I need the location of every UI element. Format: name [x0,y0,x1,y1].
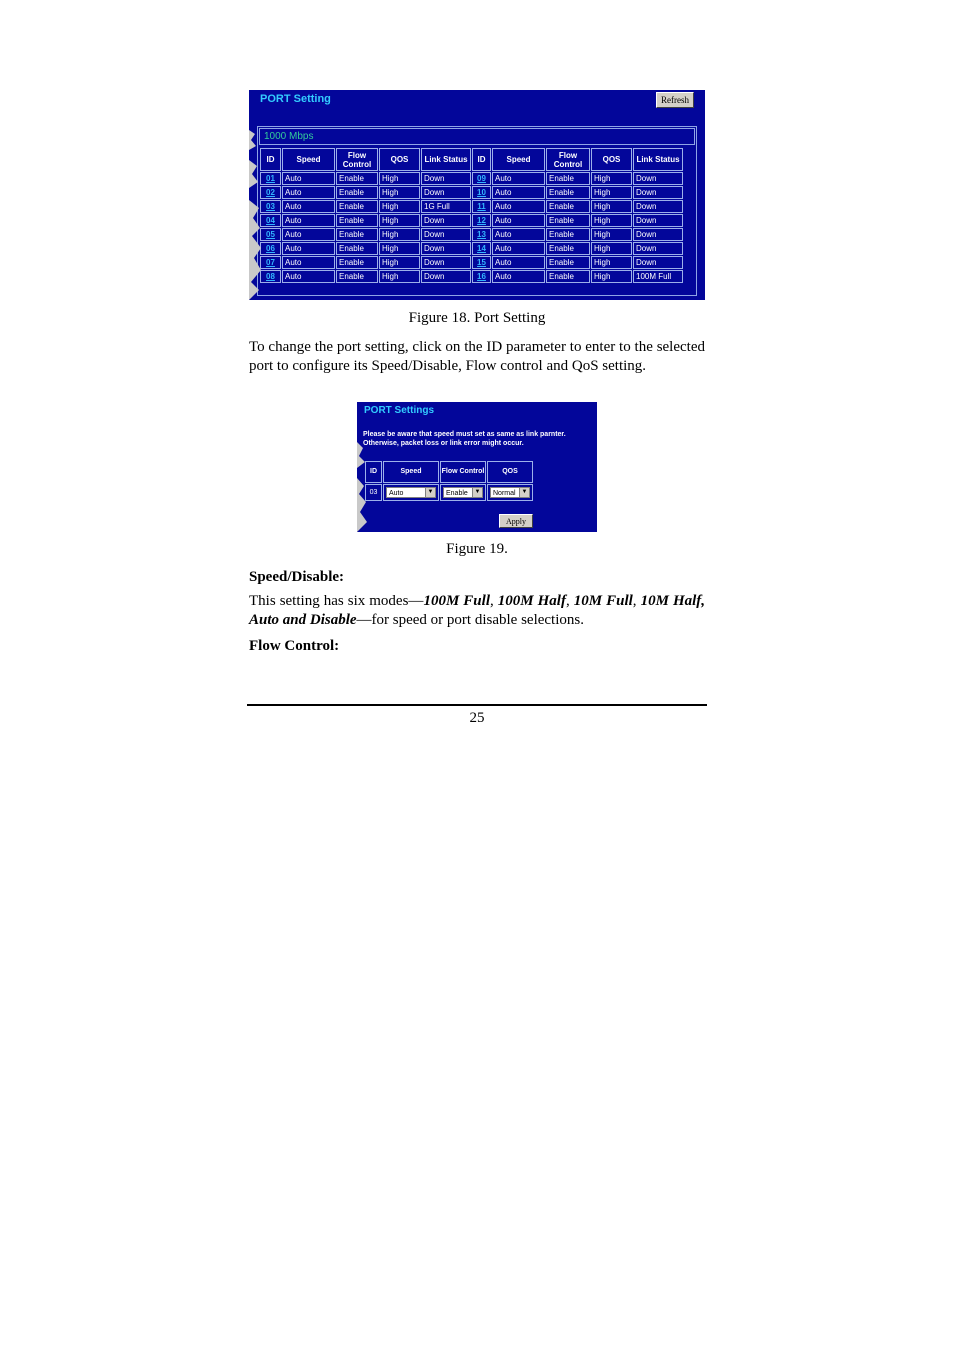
qos-cell: High [379,214,420,227]
flow-control-cell: Enable [546,214,590,227]
port-settings-title: PORT Settings [364,405,435,416]
table-row [260,242,683,255]
link-status-cell: Down [633,256,683,269]
footer-divider [247,704,707,706]
port-id-link[interactable]: 03 [260,200,281,213]
port-id-link[interactable]: 06 [260,242,281,255]
separator: , [565,593,574,609]
qos-cell [487,484,533,501]
qos-cell: High [379,200,420,213]
flow-control-cell: Enable [546,270,590,283]
flow-control-cell: Enable [546,186,590,199]
col-header-flow-control: Flow Control [440,461,486,483]
link-status-cell: Down [421,172,471,185]
chevron-down-icon: ▼ [425,488,435,497]
qos-cell: High [591,200,632,213]
speed-text-outro: —for speed or port disable selections. [356,612,584,628]
speed-modes-paragraph [249,592,705,630]
port-id-link[interactable]: 02 [260,186,281,199]
col-header-flow-control: Flow Control [336,148,378,171]
figure-19-caption: Figure 19. [446,541,508,557]
apply-button[interactable]: Apply [499,514,533,528]
chevron-down-icon: ▼ [519,488,529,497]
qos-cell: High [591,256,632,269]
flow-control-cell: Enable [336,270,378,283]
speed-cell: Auto [492,242,545,255]
speed-cell: Auto [492,270,545,283]
separator: , [632,593,641,609]
link-status-cell: Down [633,242,683,255]
port-id-link[interactable]: 14 [472,242,491,255]
qos-cell: High [591,214,632,227]
speed-cell: Auto [282,228,335,241]
link-status-cell: 1G Full [421,200,471,213]
link-status-cell: Down [421,256,471,269]
speed-cell: Auto [282,200,335,213]
table-row [260,270,683,283]
torn-edge-decoration [249,90,261,300]
speed-cell: Auto [492,228,545,241]
link-status-cell: Down [633,228,683,241]
speed-cell [383,484,439,501]
chevron-down-icon: ▼ [472,488,482,497]
table-row [260,214,683,227]
port-id-link[interactable]: 11 [472,200,491,213]
flow-control-cell: Enable [546,228,590,241]
intro-paragraph: To change the port setting, click on the ID parameter to enter to the selected port to configure its Speed/Disable, Flow control and QoS setting. [249,339,705,374]
port-id-link[interactable]: 04 [260,214,281,227]
qos-cell: High [379,186,420,199]
port-id-link[interactable]: 08 [260,270,281,283]
speed-cell: Auto [492,200,545,213]
speed-text-intro: This setting has six modes— [249,593,424,609]
link-status-cell: Down [633,200,683,213]
qos-cell: High [591,242,632,255]
speed-cell: Auto [492,214,545,227]
speed-select-value: Auto [389,490,404,497]
flow-control-heading: Flow Control: [249,638,340,654]
qos-cell: High [591,186,632,199]
col-header-qos: QOS [591,148,632,171]
port-id-link[interactable]: 13 [472,228,491,241]
col-header-qos: QOS [487,461,533,483]
port-settings-figure [357,402,597,532]
mode-10m-half-auto-disable: 10M Half, Auto and Disable [249,593,706,628]
speed-cell: Auto [492,256,545,269]
flow-control-cell: Enable [336,228,378,241]
port-id-link[interactable]: 10 [472,186,491,199]
speed-cell: Auto [282,186,335,199]
link-status-cell: Down [633,186,683,199]
speed-cell: Auto [492,172,545,185]
speed-cell: Auto [282,214,335,227]
link-status-cell: Down [421,228,471,241]
port-id-link[interactable]: 05 [260,228,281,241]
port-setting-figure [249,90,705,300]
port-setting-title: PORT Setting [260,93,331,105]
link-status-cell: Down [633,214,683,227]
link-status-cell: Down [421,186,471,199]
link-status-cell: 100M Full [633,270,683,283]
link-status-cell: Down [421,214,471,227]
qos-cell: High [379,256,420,269]
col-header-id: ID [365,461,382,483]
flow-control-cell: Enable [336,242,378,255]
warning-line-2: Otherwise, packet loss or link error might occur. [363,440,524,447]
link-status-cell: Down [421,270,471,283]
port-id-link[interactable]: 12 [472,214,491,227]
table-row [260,256,683,269]
qos-cell: High [379,172,420,185]
flow-control-select-value: Enable [446,490,468,497]
col-header-speed: Speed [383,461,439,483]
flow-control-cell: Enable [336,172,378,185]
separator: , [489,593,498,609]
torn-edge-decoration [357,402,367,532]
qos-cell: High [591,228,632,241]
port-id-link[interactable]: 16 [472,270,491,283]
col-header-link-status: Link Status [421,148,471,171]
speed-cell: Auto [282,270,335,283]
speed-select[interactable] [386,487,436,498]
port-status-table [259,147,684,284]
qos-cell: High [591,270,632,283]
flow-control-cell: Enable [546,242,590,255]
figure-18-caption: Figure 18. Port Setting [408,310,546,326]
mode-100m-full: 100M Full [423,593,490,609]
col-header-link-status: Link Status [633,148,683,171]
link-status-cell: Down [633,172,683,185]
col-header-speed: Speed [492,148,545,171]
port-id-link[interactable]: 09 [472,172,491,185]
port-settings-table [364,460,534,502]
flow-control-select[interactable] [443,487,483,498]
warning-line-1: Please be aware that speed must set as same as link parnter. [363,431,566,438]
table-header-row [365,461,533,483]
page-number: 25 [469,710,485,726]
speed-disable-heading: Speed/Disable: [249,569,345,585]
mode-10m-full: 10M Full [573,593,633,609]
col-header-flow-control: Flow Control [546,148,590,171]
flow-control-cell: Enable [336,186,378,199]
port-id-cell: 03 [365,484,382,501]
flow-control-cell: Enable [336,214,378,227]
section-label-1000mbps: 1000 Mbps [259,128,695,145]
speed-cell: Auto [282,242,335,255]
flow-control-cell: Enable [546,256,590,269]
refresh-button[interactable]: Refresh [656,92,694,108]
qos-select[interactable] [490,487,530,498]
flow-control-cell: Enable [336,256,378,269]
speed-cell: Auto [492,186,545,199]
flow-control-cell: Enable [546,172,590,185]
speed-warning-text [363,430,595,448]
port-id-link[interactable]: 15 [472,256,491,269]
col-header-qos: QOS [379,148,420,171]
table-row [260,172,683,185]
qos-cell: High [379,270,420,283]
qos-select-value: Normal [493,490,516,497]
qos-cell: High [379,242,420,255]
speed-cell: Auto [282,256,335,269]
flow-control-cell [440,484,486,501]
col-header-id: ID [260,148,281,171]
table-row [260,228,683,241]
flow-control-cell: Enable [546,200,590,213]
qos-cell: High [379,228,420,241]
col-header-id: ID [472,148,491,171]
table-row [260,200,683,213]
table-row [260,186,683,199]
speed-cell: Auto [282,172,335,185]
port-id-link[interactable]: 07 [260,256,281,269]
port-id-link[interactable]: 01 [260,172,281,185]
mode-100m-half: 100M Half [497,593,566,609]
table-row [365,484,533,501]
link-status-cell: Down [421,242,471,255]
flow-control-cell: Enable [336,200,378,213]
col-header-speed: Speed [282,148,335,171]
table-header-row [260,148,683,171]
qos-cell: High [591,172,632,185]
